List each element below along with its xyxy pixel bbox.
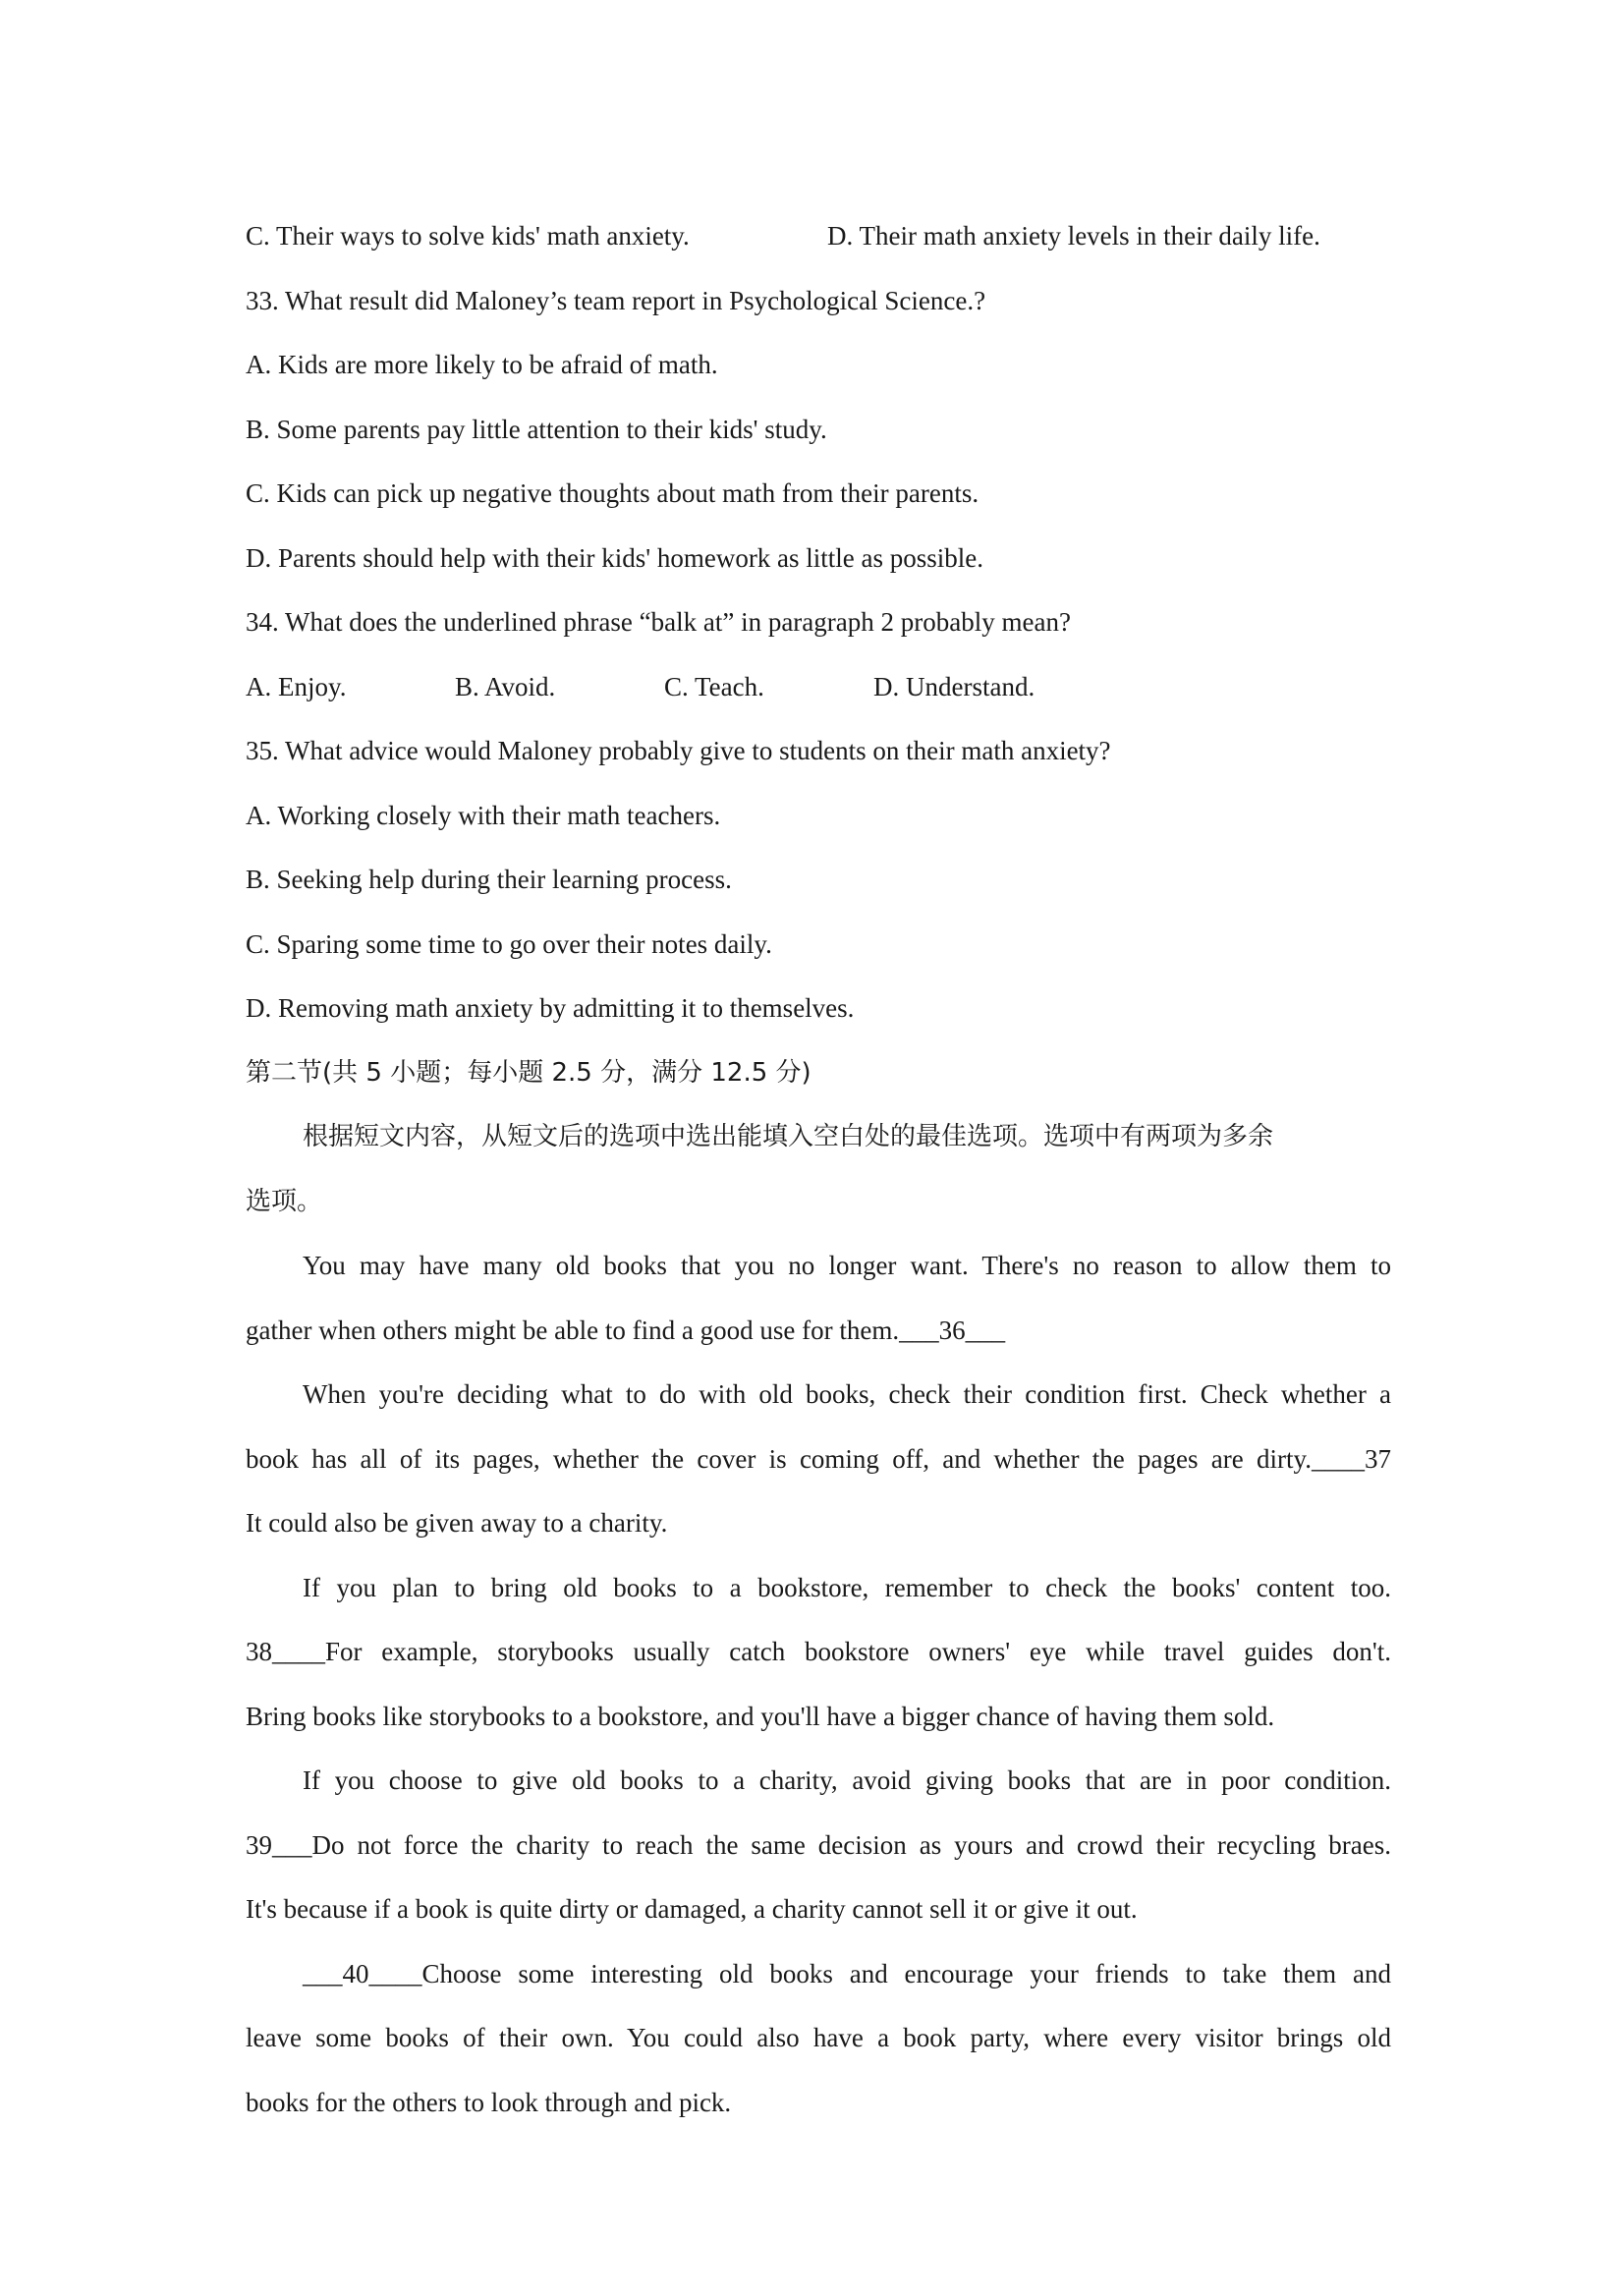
passage-p2-line1: When you're deciding what to do with old books, check their condition first. Check whether a [303,1379,1391,1409]
q32-option-c: C. Their ways to solve kids' math anxiety. [246,221,690,251]
q35-option-d: D. Removing math anxiety by admitting it to themselves. [246,993,855,1023]
section2-instruction-line2: 选项。 [246,1186,323,1216]
q33-stem: 33. What result did Maloney’s team report in Psychological Science.? [246,285,986,315]
q32-options-cd [246,204,1391,269]
blank-36: ___36___ [899,1315,1006,1345]
section2-instruction-line1: 根据短文内容，从短文后的选项中选出能填入空白处的最佳选项。选项中有两项为多余 [303,1122,1274,1151]
q34-option-c: C. Teach. [664,671,764,701]
q33-option-a: A. Kids are more likely to be afraid of math. [246,350,718,379]
blank-40: ___40____ [303,1958,422,1988]
q35-option-c: C. Sparing some time to go over their notes daily. [246,928,772,959]
passage-p1-line1: You may have many old books that you no longer want. There's no reason to allow them to [303,1251,1391,1280]
passage-p5-line3: books for the others to look through and pick. [246,2087,732,2117]
passage-p4-line2 [246,1814,1391,1878]
q34-option-b: B. Avoid. [455,671,556,701]
passage-p3-text: For example, storybooks usually catch bookstore owners' eye while travel guides don't. [325,1637,1391,1666]
passage-p4-line3: It's because if a book is quite dirty or damaged, a charity cannot sell it or give it out. [246,1894,1138,1924]
passage-p3-line3: Bring books like storybooks to a bookstore, and you'll have a bigger chance of having them sold. [246,1701,1275,1731]
blank-38: 38____ [246,1637,325,1666]
passage-p5-line2: leave some books of their own. You could also have a book party, where every visitor brings old [246,2023,1391,2052]
q35-option-a: A. Working closely with their math teachers. [246,800,721,830]
passage-p1-text: gather when others might be able to find a good use for them. [246,1315,900,1345]
passage-p3-line1: If you plan to bring old books to a bookstore, remember to check the books' content too. [303,1572,1391,1602]
q34-options [246,655,1391,720]
q32-option-d: D. Their math anxiety levels in their daily life. [827,221,1320,251]
passage-p1-line2 [246,1299,1391,1364]
blank-39: 39___ [246,1829,312,1860]
passage-p5-text: Choose some interesting old books and encourage your friends to take them and [421,1958,1391,1988]
q33-option-c: C. Kids can pick up negative thoughts about math from their parents. [246,478,979,508]
q35-option-b: B. Seeking help during their learning process. [246,865,732,894]
q34-option-d: D. Understand. [873,671,1035,701]
passage-p2-text: book has all of its pages, whether the cover is coming off, and whether the pages are dirty. [246,1443,1312,1474]
q34-option-a: A. Enjoy. [246,671,347,701]
blank-37: ____37 [1312,1443,1391,1474]
exam-page [246,204,1391,2135]
passage-p2-line3: It could also be given away to a charity. [246,1508,668,1538]
section2-heading: 第二节(共 5 小题；每小题 2.5 分，满分 12.5 分) [246,1057,812,1088]
passage-p2-line2 [246,1428,1391,1492]
q33-option-d: D. Parents should help with their kids' homework as little as possible. [246,542,984,573]
passage-p4-text: Do not force the charity to reach the same decision as yours and crowd their recycling braes. [311,1829,1391,1860]
q34-stem: 34. What does the underlined phrase “balk at” in paragraph 2 probably mean? [246,607,1071,637]
q33-option-b: B. Some parents pay little attention to their kids' study. [246,414,827,444]
passage-p3-line2 [246,1620,1391,1685]
passage-p4-line1: If you choose to give old books to a charity, avoid giving books that are in poor condition. [303,1765,1391,1795]
passage-p5-line1 [246,1942,1391,2007]
q35-stem: 35. What advice would Maloney probably give to students on their math anxiety? [246,736,1111,765]
